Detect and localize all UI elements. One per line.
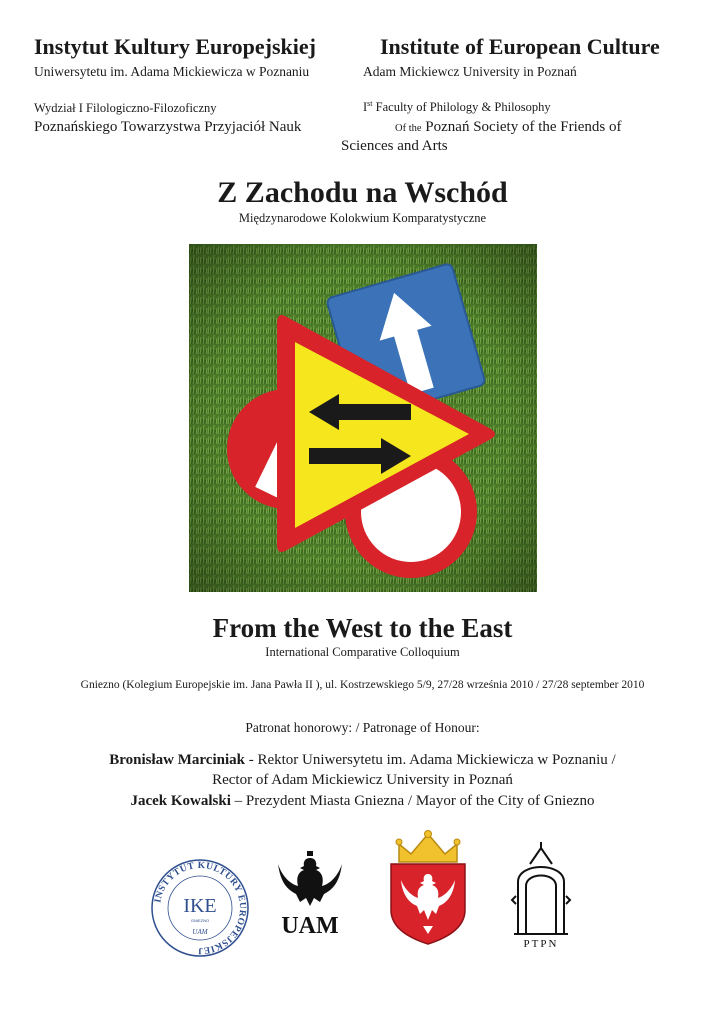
- patronage-label: Patronat honorowy: / Patronage of Honour:: [245, 720, 480, 735]
- ptpn-gate-logo: [508, 842, 574, 950]
- university-pl: Uniwersytetu im. Adama Mickiewicza w Poznaniu: [34, 64, 310, 79]
- uam-text: UAM: [281, 913, 339, 936]
- road-signs-poster-image: [189, 244, 537, 592]
- venue-line: Gniezno (Kolegium Europejskie im. Jana Pawła II ), ul. Kostrzewskiego 5/9, 27/28 września 2010 / 27/28 september 2010: [80, 679, 645, 691]
- faculty-en: [363, 99, 551, 115]
- society-en-of-the: Of the: [395, 123, 422, 134]
- ike-logo: [150, 858, 250, 958]
- ike-uam-text: UAM: [192, 928, 208, 936]
- title-pl: Z Zachodu na Wschód: [217, 176, 508, 209]
- institute-title-pl: Instytut Kultury Europejskiej: [34, 34, 316, 59]
- society-pl: Poznańskiego Towarzystwa Przyjaciół Nauk: [34, 119, 302, 135]
- patron-mayor: [0, 793, 725, 810]
- faculty-pl: Wydział I Filologiczno-Filozoficzny: [34, 101, 217, 115]
- faculty-en-num: I: [363, 100, 368, 115]
- ike-city-text: GNIEZNO: [190, 918, 210, 923]
- faculty-en-sup: st: [367, 99, 373, 108]
- subtitle-pl: Międzynarodowe Kolokwium Komparatystyczne: [238, 211, 487, 225]
- ike-ring-text: INSTYTUT KULTURY EUROPEJSKIEJ: [153, 860, 248, 956]
- gniezno-coat-of-arms: [387, 828, 469, 946]
- university-en: Adam Mickiewcz University in Poznań: [363, 64, 577, 79]
- society-en-rest: Poznań Society of the Friends of: [421, 119, 622, 135]
- ike-main-text: IKE: [183, 895, 217, 917]
- title-en: From the West to the East: [212, 613, 513, 643]
- patron-rector-en: Rector of Adam Mickiewicz University in Poznań: [212, 772, 513, 788]
- patron-rector: [0, 752, 725, 769]
- society-en: [395, 119, 622, 136]
- faculty-en-rest: Faculty of Philology & Philosophy: [372, 100, 551, 115]
- ptpn-text: PTPN: [523, 938, 559, 950]
- patron-mayor-name: Jacek Kowalski: [130, 793, 231, 809]
- uam-eagle-logo: [270, 850, 350, 936]
- patron-rector-title: - Rektor Uniwersytetu im. Adama Mickiewicza w Poznaniu /: [244, 752, 616, 768]
- subtitle-en: International Comparative Colloquium: [265, 645, 460, 659]
- society-en-line2: Sciences and Arts: [341, 138, 448, 154]
- institute-title-en: Institute of European Culture: [380, 34, 660, 59]
- patron-rector-name: Bronisław Marciniak: [109, 752, 245, 768]
- patron-mayor-title: – Prezydent Miasta Gniezna / Mayor of the City of Gniezno: [230, 793, 595, 809]
